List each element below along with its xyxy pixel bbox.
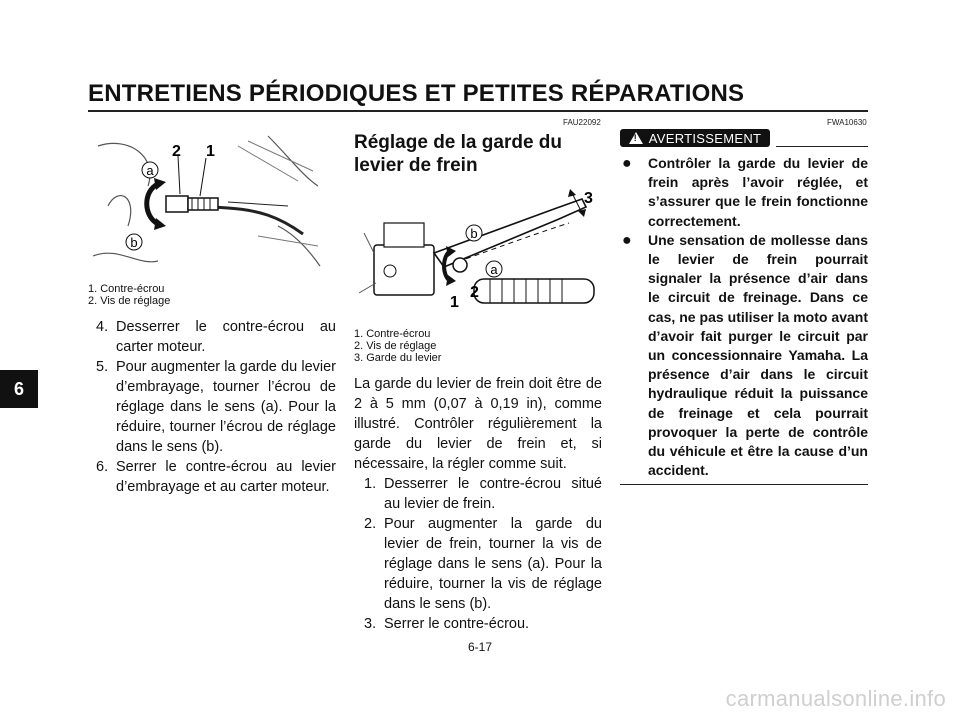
chapter-tab[interactable]: 6: [0, 370, 38, 408]
caption-line: 2. Vis de réglage: [354, 340, 437, 352]
list-item: 3. Serrer le contre-écrou.: [364, 616, 530, 632]
warning-label: AVERTISSEMENT: [648, 130, 762, 146]
page-number: 6-17: [467, 640, 493, 654]
header-rule: [88, 110, 868, 112]
figure-label-2: 2: [470, 284, 479, 301]
warning-badge: [620, 129, 770, 147]
left-figure-captions: [88, 283, 336, 307]
list-item: 2. Pour augmenter la garde du levier de frein, tourner la vis de réglage dans le sens (a). Pour la réduire, tourner la vis de réglage dans le sens (b).: [364, 516, 602, 612]
watermark-text[interactable]: carmanualsonline.info: [725, 686, 946, 711]
figure-label-3: 3: [584, 190, 593, 207]
left-step-list: [88, 317, 336, 497]
list-item: ● Contrôler la garde du levier de frein après l’avoir réglée, et s’assurer que le frein fonctionne correctement.: [620, 154, 868, 231]
figure-label-b: b: [470, 226, 478, 241]
left-column: [88, 126, 336, 497]
page-header-title: ENTRETIENS PÉRIODIQUES ET PETITES RÉPARATIONS: [88, 80, 745, 107]
section-code: FAU22092: [563, 118, 601, 127]
caption-line: 1. Contre-écrou: [88, 283, 165, 295]
section-title: Réglage de la garde du levier de frein: [354, 132, 562, 176]
caption-line: 2. Vis de réglage: [88, 295, 171, 307]
caption-line: 3. Garde du levier: [354, 352, 442, 364]
bullet-icon: ●: [622, 155, 632, 172]
warning-code: FWA10630: [827, 118, 867, 127]
caption-line: 1. Contre-écrou: [354, 328, 431, 340]
figure-label-2: 2: [172, 143, 181, 160]
list-item: 4. Desserrer le contre-écrou au carter moteur.: [96, 319, 336, 355]
warning-rule: [776, 146, 868, 147]
middle-figure-captions: [354, 328, 602, 364]
middle-step-list: [354, 474, 602, 634]
figure-label-1: 1: [206, 143, 215, 160]
list-item: 1. Desserrer le contre-écrou situé au levier de frein.: [364, 476, 602, 512]
list-item: 5. Pour augmenter la garde du levier d’embrayage, tourner l’écrou de réglage dans le sens (a). Pour la réduire, tourner l’écrou de réglage dans le sens (b).: [96, 359, 336, 455]
list-item: 6. Serrer le contre-écrou au levier d’embrayage et au carter moteur.: [96, 459, 336, 495]
figure-label-1: 1: [450, 294, 459, 311]
figure-label-a: a: [490, 262, 498, 277]
figure-label-b: b: [130, 235, 138, 250]
bullet-icon: ●: [622, 231, 632, 249]
figure-label-a: a: [146, 163, 154, 178]
middle-column: [354, 131, 602, 634]
brake-lever-figure: [354, 183, 602, 323]
clutch-adjuster-figure: [88, 126, 326, 276]
list-item: ● Une sensation de mollesse dans le levier de frein pourrait signaler la présence d’air dans le circuit de freinage. Dans ce cas, ne pas utiliser la moto avant d’avoir fait purger le circuit par un concessionnaire Yamaha. La présence d’air dans le circuit hydraulique réduit la puissance de freinage et cela pourrait provoquer la perte de contrôle du véhicule et être la cause d’un accident.: [620, 231, 868, 481]
warning-end-rule: [620, 484, 868, 485]
warning-bullet-list: [620, 154, 868, 480]
right-column: [620, 154, 868, 480]
intro-paragraph: La garde du levier de frein doit être de 2 à 5 mm (0,07 à 0,19 in), comme illustré. Contrôler régulièrement la garde du levier de frein et, si nécessaire, la régler comme suit.: [354, 376, 602, 472]
warning-triangle-icon: [629, 132, 643, 144]
